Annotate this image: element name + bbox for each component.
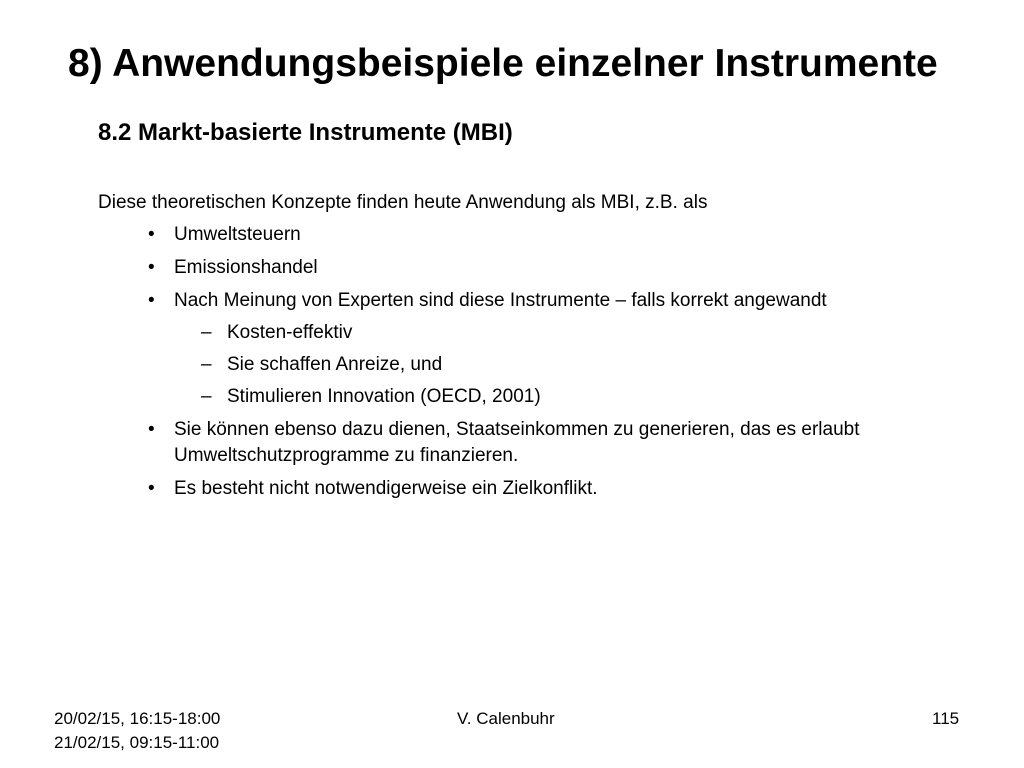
sub-bullet-list (174, 320, 874, 410)
bullet-text: Sie können ebenso dazu dienen, Staatseinkommen zu generieren, das es erlaubt Umweltschutzprogramme zu finanzieren. (174, 419, 860, 466)
sub-bullet-item (201, 384, 874, 410)
sub-bullet-marker: – (201, 386, 212, 407)
bullet-marker: • (148, 224, 155, 245)
bullet-text: Emissionshandel (174, 257, 318, 278)
sub-bullet-item (201, 352, 874, 378)
bullet-marker: • (148, 478, 155, 499)
bullet-item (148, 476, 948, 502)
intro-text: Diese theoretischen Konzepte finden heute Anwendung als MBI, z.B. als (98, 192, 708, 213)
page-number: 115 (932, 709, 960, 728)
sub-bullet-item (201, 320, 874, 346)
bullet-item (148, 417, 964, 469)
slide-title: 8) Anwendungsbeispiele einzelner Instrumente (68, 42, 938, 85)
sub-bullet-marker: – (201, 354, 212, 375)
sub-bullet-text: Kosten-effektiv (227, 322, 353, 343)
sub-bullet-text: Sie schaffen Anreize, und (227, 354, 443, 375)
bullet-item (148, 255, 948, 281)
bullet-item (148, 288, 874, 410)
bullet-marker: • (148, 419, 155, 440)
footer-author: V. Calenbuhr (457, 709, 555, 728)
sub-bullet-text: Stimulieren Innovation (OECD, 2001) (227, 386, 541, 407)
sub-bullet-marker: – (201, 322, 212, 343)
footer-date-line: 20/02/15, 16:15-18:00 (54, 709, 221, 728)
bullet-list (148, 222, 948, 509)
section-subtitle: 8.2 Markt-basierte Instrumente (MBI) (98, 119, 513, 146)
bullet-item (148, 222, 948, 248)
footer-date (54, 707, 220, 755)
bullet-marker: • (148, 257, 155, 278)
bullet-marker: • (148, 290, 155, 311)
bullet-text: Es besteht nicht notwendigerweise ein Zielkonflikt. (174, 478, 598, 499)
bullet-text: Nach Meinung von Experten sind diese Instrumente – falls korrekt angewandt (174, 290, 827, 311)
bullet-text: Umweltsteuern (174, 224, 301, 245)
footer-date-line: 21/02/15, 09:15-11:00 (54, 733, 220, 752)
